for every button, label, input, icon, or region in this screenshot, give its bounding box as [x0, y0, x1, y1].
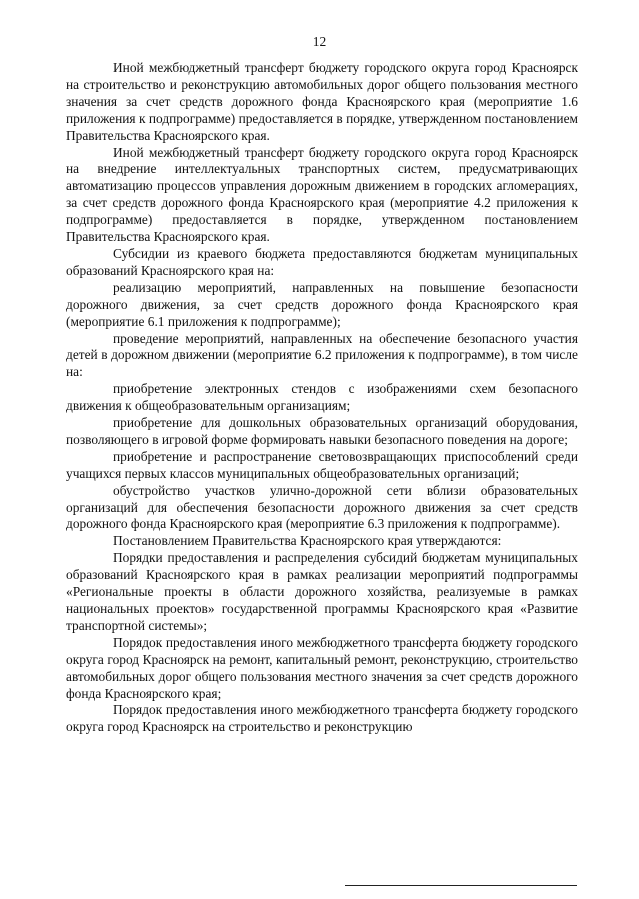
paragraph-safety-measures: реализацию мероприятий, направленных на повышение безопасности дорожного движения, за счет средств дорожного фонда Красноярского края (мероприятие 6.1 приложения к подпрограмме); [66, 279, 578, 329]
page-number: 12 [312, 34, 327, 49]
paragraph-transfer-roads: Иной межбюджетный трансферт бюджету городского округа город Красноярск на строительство и реконструкцию автомобильных дорог общего пользования местного значения за счет средств дорожного фонда Красноярского края (мероприятие 1.6 приложения к подпрограмме) предоставляется в порядке, утвержденном постановлением Правительства Красноярского края. [66, 60, 578, 143]
paragraph-road-sections: обустройство участков улично-дорожной сети вблизи образовательных организаций для обеспечения безопасности дорожного движения за счет средств дорожного фонда Красноярского края (мероприятие 6.3 приложения к подпрограмме). [66, 482, 578, 532]
paragraph-children-safety: проведение мероприятий, направленных на обеспечение безопасного участия детей в дорожном движении (мероприятие 6.2 приложения к подпрограмме), в том числе на: [66, 330, 578, 380]
paragraph-reflective-devices: приобретение и распространение световозвращающих приспособлений среди учащихся первых классов муниципальных общеобразовательных организаций; [66, 448, 578, 481]
document-body [66, 60, 578, 736]
paragraph-subsidies-intro: Субсидии из краевого бюджета предоставляются бюджетам муниципальных образований Красноярского края на: [66, 245, 578, 278]
paragraph-transfer-its: Иной межбюджетный трансферт бюджету городского округа город Красноярск на внедрение интеллектуальных транспортных систем, предусматривающих автоматизацию процессов управления дорожным движением в городских агломерациях, за счет средств дорожного фонда Красноярского края (мероприятие 4.2 приложения к подпрограмме) предоставляется в порядке, утвержденном постановлением Правительства Красноярского края. [66, 144, 578, 245]
paragraph-procedure-construction: Порядок предоставления иного межбюджетного трансферта бюджету городского округа город Красноярск на строительство и реконструкцию [66, 702, 578, 735]
paragraph-approved-by: Постановлением Правительства Красноярского края утверждаются: [113, 533, 502, 549]
paragraph-procedure-repair: Порядок предоставления иного межбюджетного трансферта бюджету городского округа город Красноярск на ремонт, капитальный ремонт, реконструкцию, строительство автомобильных дорог общего пользования местного значения за счет средств дорожного фонда Красноярского края; [66, 634, 578, 701]
paragraph-preschool-equipment: приобретение для дошкольных образовательных организаций оборудования, позволяющего в игровой форме формировать навыки безопасного поведения на дороге; [66, 415, 578, 447]
paragraph-electronic-stands: приобретение электронных стендов с изображениями схем безопасного движения к общеобразовательным организациям; [66, 381, 578, 414]
paragraph-procedures-subsidies: Порядки предоставления и распределения субсидий бюджетам муниципальных образований Красноярского края в рамках реализации мероприятий подпрограммы «Региональные проекты в области дорожного хозяйства, реализуемые в рамках национальных проектов» государственной программы Красноярского края «Развитие транспортной системы»; [66, 550, 578, 633]
footer-rule [345, 885, 577, 886]
